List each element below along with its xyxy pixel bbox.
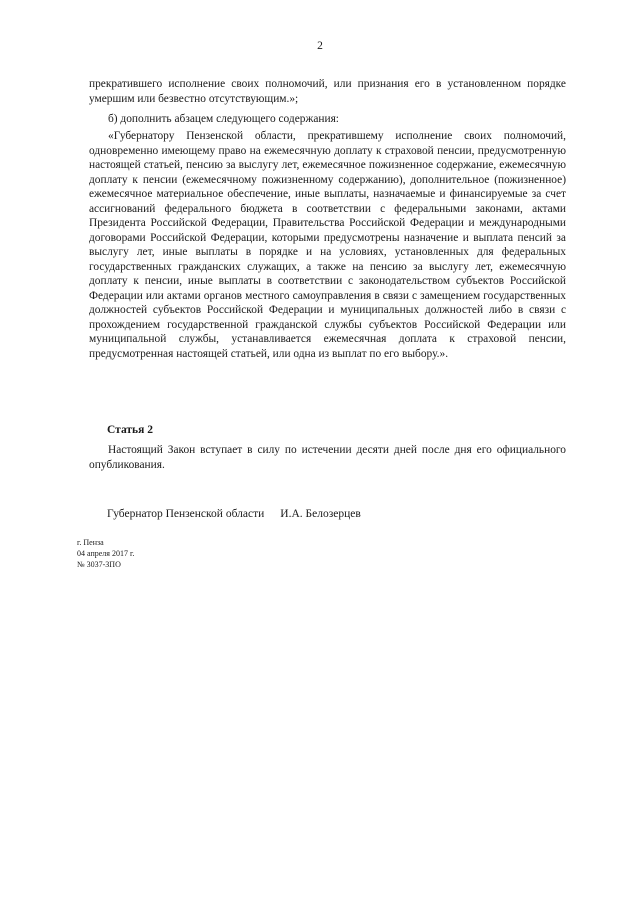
page-number: 2 <box>317 40 323 52</box>
footer-date: 04 апреля 2017 г. <box>77 549 135 558</box>
quoted-text: «Губернатору Пензенской области, прекратившему исполнение своих полномочий, одновременно имеющему право на ежемесячную доплату к страховой пенсии, предусмотренную настоящей статьей, пенсию за выслугу лет, ежемесячное пожизненное содержание, ежемесячную доплату к пенсии (ежемесячному пожизненному содержанию), дополнительное (пожизненное) ежемесячное материальное обеспечение, иные выплаты, назначаемые и финансируемые за счет ассигнований федерального бюджета в соответствии с федеральными законами, актами Президента Российской Федерации, Правительства Российской Федерации и международными договорами Российской Федерации, которыми предусмотрены назначение и выплата пенсий за выслугу лет, иные выплаты в порядке и на условиях, установленных для федеральных государственных гражданских служащих, а также на пенсию за выслугу лет, ежемесячную доплату к пенсии, иные выплаты в соответствии с законодательством субъектов Российской Федерации или актами органов местного самоуправления в связи с замещением государственных должностей субъектов Российской Федерации и муниципальных должностей либо в связи с прохождением государственной гражданской службы субъектов Российской Федерации или муниципальной службы, устанавливается ежемесячная доплата к страховой пенсии, предусмотренная настоящей статьей, или одна из выплат по его выбору.». <box>89 130 566 360</box>
article-2-paragraph <box>89 443 566 472</box>
quoted-paragraph <box>89 129 566 361</box>
continuation-text: прекратившего исполнение своих полномочий, или признания его в установленном порядке умершим или безвестно отсутствующим.»; <box>89 78 566 105</box>
continuation-paragraph <box>89 77 566 106</box>
item-b-paragraph <box>89 112 566 127</box>
signature-position: Губернатор Пензенской области <box>107 508 265 520</box>
document-footer <box>77 537 134 570</box>
footer-number: № 3037-ЗПО <box>77 560 121 569</box>
article-2-text: Настоящий Закон вступает в силу по истечении десяти дней после дня его официального опубликования. <box>89 444 566 471</box>
signature-block <box>107 508 361 520</box>
article-2-heading: Статья 2 <box>107 424 153 436</box>
item-b-text: б) дополнить абзацем следующего содержания: <box>108 113 339 125</box>
signature-name: И.А. Белозерцев <box>280 508 361 520</box>
footer-city: г. Пенза <box>77 538 104 547</box>
